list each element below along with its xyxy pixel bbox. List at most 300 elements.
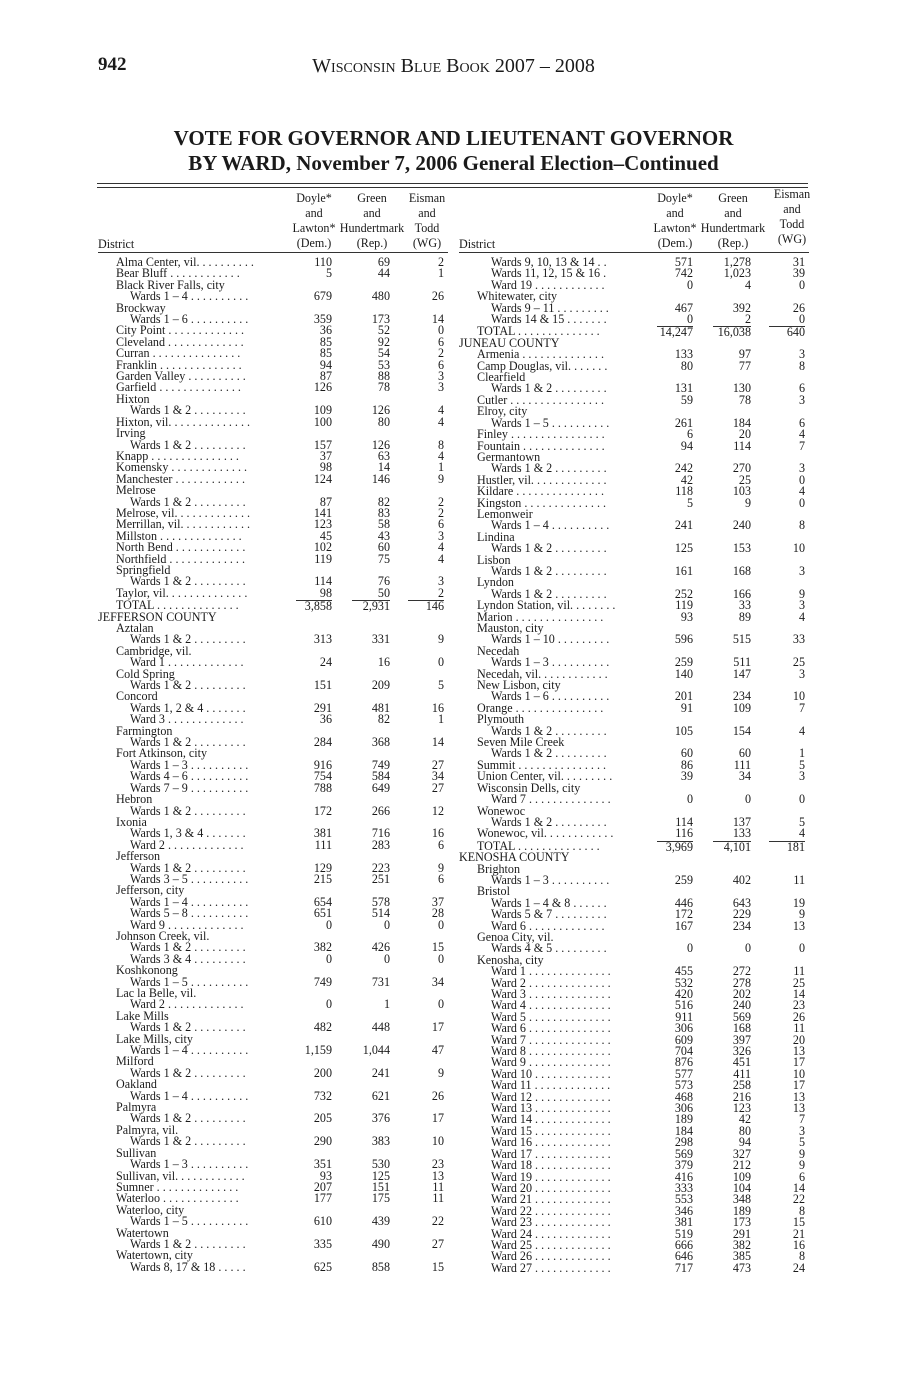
district-label: Wards 1 & 2 [130,403,192,418]
green-votes: 348 [732,1192,751,1207]
green-votes: 80 [377,414,390,429]
green-votes: 126 [371,403,390,418]
eisman-header: Eisman and Todd (WG) [408,191,446,250]
table-row [98,414,448,429]
doyle-votes: 39 [680,769,693,784]
leader-dots: . . . . . . . . . . . . . . [525,964,611,979]
district-header: District [459,236,496,251]
leader-dots: . . . . . . . . . . . . [172,540,246,555]
eisman-votes: 3 [798,769,805,784]
green-votes: 331 [371,632,390,647]
eisman-votes: 0 [798,792,805,807]
district-label: Wards 1 – 4 [130,289,188,304]
district-label: Cleveland [116,334,166,349]
eisman-votes: 5 [798,757,805,772]
green-votes: 16,038 [713,326,751,338]
eisman-votes: 14 [431,312,444,327]
table-row [98,1259,448,1274]
leader-dots: . . . . . . . . . . [548,415,610,430]
district-label: Ward 3 [491,987,526,1001]
eisman-votes: 146 [408,600,444,612]
eisman-votes: 31 [792,255,805,269]
green-votes: 272 [732,964,751,979]
district-label: Curran [116,346,150,361]
eisman-votes: 0 [437,655,444,670]
doyle-votes: 5 [686,495,693,510]
eisman-votes: 2 [437,585,444,600]
green-votes: 154 [732,723,751,738]
eisman-votes: 17 [792,1078,805,1093]
doyle-votes: 85 [319,334,332,349]
doyle-votes: 167 [674,918,693,933]
district-label: Jefferson [116,849,161,864]
eisman-votes: 0 [798,277,805,292]
title-line-2: BY WARD, November 7, 2006 General Election–Continued [188,151,719,175]
doyle-votes: 157 [313,437,332,452]
district-header: District [98,236,135,251]
doyle-votes: 381 [313,826,332,841]
doyle-votes: 184 [674,1123,693,1138]
district-label: Ward 7 [491,1032,526,1047]
leader-dots: . . . . . . . . . . [548,689,610,704]
district-label: Hixton [116,391,150,406]
eisman-votes: 7 [798,700,805,715]
leader-dots: . . . . . . . . . [191,940,246,955]
district-label: Ward 9 [491,1055,526,1070]
district-label: Germantown [477,449,541,464]
doyle-votes: 172 [674,907,693,922]
eisman-votes: 11 [793,1021,805,1036]
district-label: Ward 19 [491,1169,533,1184]
eisman-votes: 17 [431,1111,444,1126]
doyle-votes: 200 [313,1065,332,1080]
green-votes: 97 [738,347,751,362]
title-line-1: VOTE FOR GOVERNOR AND LIEUTENANT GOVERNOR [173,126,734,150]
leader-dots: . . . . . . . . . . . . [167,266,240,281]
green-votes: 123 [732,1101,751,1116]
doyle-votes: 379 [674,1158,693,1173]
district-label: Cold Spring [116,666,175,681]
green-votes: 0 [744,792,751,807]
district-label: Lemonweir [477,506,533,521]
doyle-votes: 573 [674,1078,693,1093]
green-votes: 240 [732,518,751,533]
eisman-votes: 17 [792,1055,805,1070]
doyle-votes: 306 [674,1101,693,1116]
green-votes: 34 [738,769,751,784]
eisman-votes: 33 [792,632,805,647]
table-row [98,803,448,818]
district-label: Necedah, vil. [477,666,542,681]
green-votes: 50 [377,585,390,600]
page-number: 942 [98,54,127,75]
doyle-votes: 313 [313,632,332,647]
leader-dots: . . . . . . . . . . . . . [531,1078,611,1093]
doyle-votes: 333 [674,1180,693,1195]
green-votes: 0 [744,941,751,956]
green-votes: 621 [371,1088,390,1103]
leader-dots: . . . . . . . . . . . . [177,505,251,520]
eisman-votes: 5 [798,1135,805,1150]
doyle-votes: 177 [313,1191,332,1206]
leader-dots: . . . . . . . . . . . . . . . . [507,427,605,442]
doyle-votes: 610 [313,1214,332,1229]
leader-dots: . . . . . . . . . . . . . [532,1180,611,1195]
green-votes: 202 [732,987,751,1001]
doyle-votes: 359 [313,312,332,327]
district-label: Oakland [116,1077,157,1092]
green-header: Green and Hundertmark (Rep.) [339,191,405,250]
district-label: Millston [116,528,157,543]
leader-dots: . . . . . . . . . . . . . . [157,528,242,543]
leader-dots: . . . . . . . [564,312,607,327]
green-votes: 385 [732,1249,751,1264]
leader-dots: . . . . . . . . . . . . . [532,1260,611,1275]
doyle-votes: 207 [313,1179,332,1194]
leader-dots: . . . . . . . . . [191,1020,246,1035]
district-label: Melrose [116,483,156,498]
district-label: Wards 1 & 2 [491,541,553,556]
green-votes: 114 [733,438,751,453]
doyle-votes: 467 [674,300,693,315]
district-label: Ward 11 [491,1078,532,1093]
district-label: Wards 1 & 2 [130,437,192,452]
doyle-header: Doyle* and Lawton* (Dem.) [292,191,336,250]
green-votes: 125 [371,1168,390,1183]
district-label: Wonewoc, vil. [477,826,547,841]
doyle-votes: 118 [675,484,693,499]
leader-dots: . . . . . . . . . [191,951,246,966]
eisman-votes: 0 [798,312,805,327]
green-votes: 111 [733,757,751,772]
leader-dots: . . . . . . . . . . [187,289,249,304]
green-votes: 451 [732,1055,751,1070]
green-votes: 184 [732,415,751,430]
district-label: Merrillan, vil. [116,517,184,532]
district-label: Wards 3 & 4 [130,951,192,966]
leader-dots: . . . . . [215,1259,246,1274]
district-label: Wards 7 – 9 [130,780,188,795]
leader-dots: . . . . . . . [573,598,616,613]
district-label: Lyndon [477,575,514,590]
leader-dots: . . . . . . . . . . . . . [160,1191,239,1206]
district-label: Jefferson, city [116,883,185,898]
leader-dots: . . . . . . . . . . . . . . . [148,448,239,463]
eisman-votes: 16 [431,826,444,841]
doyle-votes: 651 [313,906,332,921]
eisman-votes: 21 [792,1226,805,1241]
district-label: JEFFERSON COUNTY [98,609,217,624]
eisman-votes: 22 [431,1214,444,1229]
district-name [98,1259,448,1274]
eisman-votes: 0 [437,917,444,932]
eisman-votes: 9 [798,907,805,922]
district-label: Ward 7 [491,792,526,807]
table-row [459,872,809,887]
eisman-votes: 4 [798,484,805,499]
doyle-votes: 259 [674,872,693,887]
eisman-votes: 13 [792,1101,805,1116]
eisman-votes: 9 [437,860,444,875]
eisman-votes: 16 [792,1237,805,1252]
doyle-votes: 102 [313,540,332,555]
leader-dots: . . . . . . . . . . . . . [171,414,251,429]
district-label: Ward 2 [130,997,165,1012]
green-votes: 749 [371,757,390,772]
green-votes: 60 [738,746,751,761]
doyle-votes: 98 [319,460,332,475]
leader-dots: . . . . . . . . . . . . . [532,1123,611,1138]
eisman-votes: 23 [792,998,805,1013]
doyle-votes: 0 [686,277,693,292]
district-label: Wards 1, 2 & 4 [130,700,204,715]
green-votes: 103 [732,484,751,499]
green-votes: 82 [377,494,390,509]
eisman-votes: 5 [437,678,444,693]
district-label: Manchester [116,471,173,486]
eisman-votes: 8 [798,1249,805,1264]
doyle-votes: 482 [313,1020,332,1035]
leader-dots: . . . . . . . . . [552,563,607,578]
eisman-votes: 4 [437,540,444,555]
doyle-votes: 916 [313,757,332,772]
eisman-votes: 3 [798,666,805,681]
doyle-votes: 201 [674,689,693,704]
district-label: Wards 1 & 2 [491,381,553,396]
doyle-votes: 381 [674,1215,693,1230]
doyle-votes: 87 [319,494,332,509]
eisman-votes: 22 [792,1192,805,1207]
green-votes: 223 [371,860,390,875]
green-votes: 104 [732,1180,751,1195]
doyle-votes: 42 [680,472,693,487]
district-label: Wards 1 & 2 [491,586,553,601]
green-votes: 168 [732,563,751,578]
green-votes: 77 [738,358,751,373]
district-label: Wards 1 – 4 [130,1088,188,1103]
district-label: Wards 9, 10, 13 & 14 [491,255,595,269]
district-label: Ward 25 [491,1237,533,1252]
district-label: Ward 3 [130,712,165,727]
eisman-votes: 28 [431,906,444,921]
green-votes: 643 [732,895,751,910]
green-votes: 0 [383,917,390,932]
doyle-votes: 123 [313,517,332,532]
leader-dots: . . . . . . . . . . [187,906,249,921]
district-label: Wards 1 – 3 [130,757,188,772]
green-votes: 16 [377,655,390,670]
doyle-votes: 754 [313,769,332,784]
eisman-votes: 25 [792,655,805,670]
green-votes: 731 [371,974,390,989]
doyle-votes: 151 [313,678,332,693]
leader-dots: . . . . . . . . . . . . . [166,551,245,566]
district-label: Seven Mile Creek [477,735,565,750]
green-votes: 153 [732,541,751,556]
eisman-votes: 47 [431,1043,444,1058]
leader-dots: . . . . . . . . . . [187,1088,249,1103]
leader-dots: . . . . . . . . . . . . . [525,918,605,933]
district-label: JUNEAU COUNTY [459,335,560,350]
eisman-votes: 6 [798,415,805,430]
doyle-votes: 455 [674,964,693,979]
green-votes: 109 [732,700,751,715]
green-votes: 278 [732,975,751,990]
doyle-votes: 519 [674,1226,693,1241]
district-label: Farmington [116,723,173,738]
leader-dots: . . . . . . . . . . . . . [165,334,244,349]
district-label: City Point [116,323,166,338]
district-label: Wards 1 & 2 [130,632,192,647]
district-label: Wards 1 – 5 [130,974,188,989]
district-label: Lake Mills, city [116,1031,193,1046]
doyle-votes: 625 [313,1259,332,1274]
eisman-votes: 2 [437,255,444,269]
column-header [98,190,448,253]
green-votes: 1,278 [723,255,751,269]
green-votes: 80 [738,1123,751,1138]
doyle-votes: 416 [674,1169,693,1184]
district-label: Wards 1 & 2 [491,814,553,829]
doyle-votes: 646 [674,1249,693,1264]
leader-dots: . . . . . . . . . . . . . [532,1203,611,1218]
district-label: Wards 1 & 2 [130,735,192,750]
eisman-votes: 12 [431,803,444,818]
doyle-votes: 0 [686,792,693,807]
eisman-votes: 6 [437,837,444,852]
district-label: Knapp [116,448,149,463]
table-row [459,543,809,554]
eisman-votes: 4 [437,403,444,418]
district-label: Wards 1 & 2 [491,746,553,761]
district-label: Ward 20 [491,1180,533,1195]
eisman-votes: 5 [798,814,805,829]
doyle-votes: 125 [674,541,693,556]
green-votes: 58 [377,517,390,532]
green-votes: 251 [371,871,390,886]
district-label: Cambridge, vil. [116,643,192,658]
leader-dots: . . . . . . . . . . . . . [532,1146,611,1161]
leader-dots: . . . . . . . . . [191,632,246,647]
green-votes: 0 [383,951,390,966]
district-label: Ward 4 [491,998,526,1013]
green-votes: 53 [377,357,390,372]
eisman-votes: 10 [792,689,805,704]
doyle-votes: 1,159 [304,1043,332,1058]
district-label: Alma Center, vil. [116,255,200,269]
eisman-votes: 16 [431,700,444,715]
district-label: Wards 1 & 2 [130,678,192,693]
doyle-votes: 111 [314,837,332,852]
eisman-votes: 11 [793,964,805,979]
doyle-votes: 85 [319,346,332,361]
doyle-votes: 161 [674,563,693,578]
doyle-votes: 91 [680,700,693,715]
eisman-votes: 26 [792,300,805,315]
green-votes: 376 [371,1111,390,1126]
district-label: Marion [477,609,513,624]
eisman-votes: 4 [798,723,805,738]
district-label: Waterloo, city [116,1202,185,1217]
leader-dots: . . . . . . . . . . . [541,666,608,681]
district-label: Johnson Creek, vil. [116,928,210,943]
eisman-votes: 0 [798,472,805,487]
left-column [98,190,448,1273]
district-label: Wards 11, 12, 15 & 16 [491,266,601,281]
leader-dots: . . . . . . . . . . . . . [168,460,248,475]
district-label: TOTAL [116,598,154,613]
doyle-votes: 335 [313,1236,332,1251]
green-votes: 1,023 [723,266,751,281]
district-label: Koshkonong [116,963,178,978]
leader-dots: . . . . . . . . [563,769,613,784]
eisman-votes: 3 [437,369,444,384]
eisman-votes: 26 [431,289,444,304]
eisman-votes: 34 [431,974,444,989]
district-label: Wards 1 & 2 [491,461,553,476]
leader-dots: . . . . . . . . . [191,437,246,452]
doyle-votes: 679 [313,289,332,304]
district-label: Wards 1 & 2 [130,1111,192,1126]
eisman-votes: 15 [431,940,444,955]
district-label: Genoa City, vil. [477,929,554,944]
green-votes: 9 [744,495,751,510]
leader-dots: . . . . . . . . . . . . . . [154,598,239,613]
eisman-votes: 3 [437,528,444,543]
doyle-votes: 654 [313,894,332,909]
eisman-votes: 1 [798,746,805,761]
green-votes: 212 [732,1158,751,1173]
district-label: Wards 1 – 3 [130,1157,188,1172]
doyle-votes: 532 [674,975,693,990]
eisman-votes: 6 [798,1169,805,1184]
district-label: Wards 1 – 4 [130,894,188,909]
doyle-votes: 36 [319,712,332,727]
district-label: Wards 1 – 3 [491,872,549,887]
district-label: North Bend [116,540,173,555]
green-votes: 126 [371,437,390,452]
green-votes: 402 [732,872,751,887]
leader-dots: . . . . . . . . . . [187,312,249,327]
green-votes: 4,101 [713,841,751,853]
district-label: Wards 1 – 6 [491,689,549,704]
district-label: Ward 5 [491,1009,526,1024]
district-label: New Lisbon, city [477,678,561,693]
leader-dots: . . . . . . . . . . [187,1157,249,1172]
green-votes: 382 [732,1237,751,1252]
leader-dots: . . . . . . . . . . [187,974,249,989]
doyle-votes: 80 [680,358,693,373]
doyle-votes: 717 [674,1260,693,1275]
eisman-votes: 9 [798,1158,805,1173]
district-label: Brockway [116,300,166,315]
green-votes: 63 [377,448,390,463]
district-label: Garden Valley [116,369,186,384]
green-votes: 175 [371,1191,390,1206]
doyle-votes: 94 [319,357,332,372]
district-label: Wards 4 & 5 [491,941,553,956]
green-votes: 89 [738,609,751,624]
leader-dots: . . . . . . . . . . [548,518,610,533]
doyle-votes: 749 [313,974,332,989]
green-votes: 473 [732,1260,751,1275]
district-label: Lyndon Station, vil. [477,598,574,613]
eisman-votes: 6 [437,334,444,349]
doyle-votes: 205 [313,1111,332,1126]
green-votes: 229 [732,907,751,922]
leader-dots: . . . . . . . . . [199,255,254,269]
eisman-votes: 17 [431,1020,444,1035]
